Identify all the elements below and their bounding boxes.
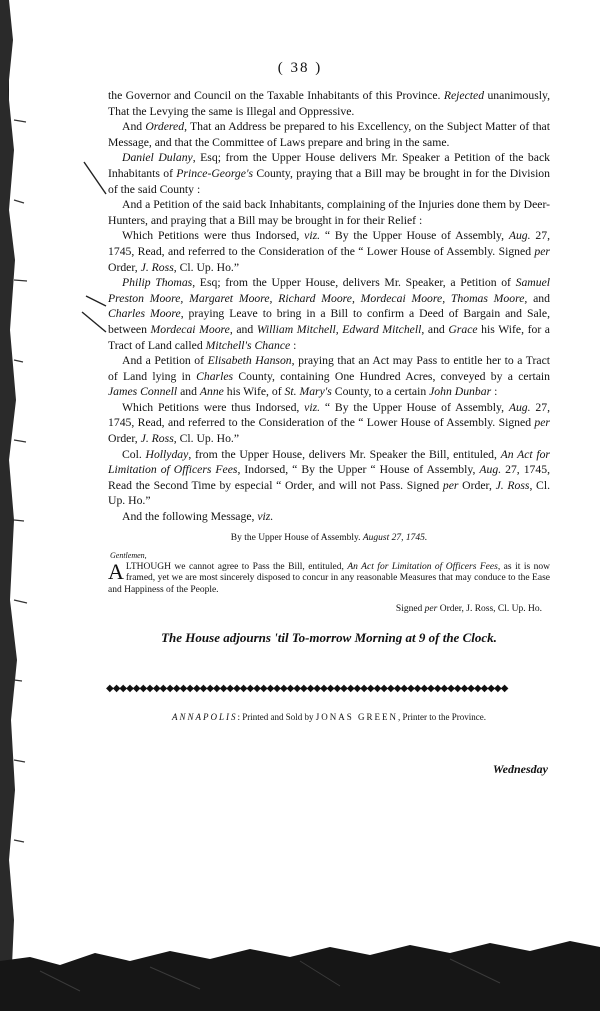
- text: County, praying that a Bill may be brought in for the Division of the said County :: [108, 166, 550, 196]
- text: , Cl. Up. Ho.”: [173, 432, 240, 446]
- message-body: [108, 550, 550, 596]
- text: per: [534, 416, 550, 430]
- torn-bottom-edge: [0, 931, 600, 1011]
- text: per: [424, 604, 438, 615]
- text: LTHOUGH we cannot agree to Pass the Bill, entituled,: [125, 561, 348, 572]
- text: Order,: [108, 432, 141, 446]
- text: , Printer to the Province.: [398, 712, 486, 722]
- paragraph: [108, 228, 550, 275]
- text: John Dunbar: [429, 385, 492, 399]
- text: ANNAPOLIS: [171, 712, 238, 722]
- ornament-rule: ◆◆◆◆◆◆◆◆◆◆◆◆◆◆◆◆◆◆◆◆◆◆◆◆◆◆◆◆◆◆◆◆◆◆◆◆◆◆◆◆◆◆◆◆◆◆◆◆◆◆◆◆◆◆◆◆◆◆◆◆: [106, 683, 508, 694]
- salutation: Gentlemen,: [110, 551, 147, 561]
- text: Which Petitions were thus Indorsed,: [122, 400, 305, 414]
- text: Order,: [108, 260, 141, 274]
- text: and: [177, 385, 200, 399]
- text: Which Petitions were thus Indorsed,: [122, 229, 305, 243]
- text: Charles Moore: [108, 307, 181, 321]
- text: his Wife, of: [223, 385, 285, 399]
- text: per: [442, 478, 459, 492]
- imprint: [108, 712, 550, 722]
- text: , and: [229, 322, 257, 336]
- text: “ By the Upper House of Assembly,: [320, 229, 509, 243]
- signature: [108, 602, 550, 618]
- text: , and: [421, 322, 449, 336]
- text: Col.: [122, 447, 146, 461]
- text: Grace: [448, 322, 478, 336]
- text: Daniel Dulany: [122, 151, 193, 165]
- text: : Printed and Sold by: [237, 712, 316, 722]
- binding-edge: [0, 0, 28, 1011]
- text: , That an Address be prepared to his Excellency, on the Subject Matter of that Message, and that the Committee of Laws prepare and bring in the same.: [108, 120, 550, 149]
- text: 27, 1745, Read, and referred to the Consideration of the “ Lower House of Assembly. Signed: [108, 400, 550, 430]
- text: , Cl. Up. Ho.”: [108, 478, 550, 508]
- text: Samuel Preston Moore, Margaret Moore, Richard Moore, Mordecai Moore, Thomas Moore,: [108, 276, 550, 305]
- text: and: [527, 291, 550, 305]
- text: Aug.: [508, 400, 531, 414]
- text: An Act for Limitation of Officers Fees: [347, 561, 498, 572]
- text: Ordered: [145, 120, 185, 134]
- text: Mitchell's Chance: [205, 338, 291, 352]
- journal-body: [108, 88, 550, 645]
- text: Order,: [458, 478, 496, 492]
- text: J. Ross: [495, 478, 530, 492]
- text: And: [122, 120, 146, 134]
- text: 27, 1745, Read the Second Time by especial “ Order, and will not Pass. Signed: [108, 463, 551, 492]
- text: Aug.: [479, 463, 502, 477]
- margin-mark: [80, 310, 110, 340]
- text: Prince-George's: [176, 166, 254, 180]
- message-heading: [108, 531, 550, 547]
- text: Rejected: [443, 89, 485, 102]
- text: , Indorsed, “ By the Upper “ House of Assembly,: [237, 463, 480, 477]
- text: County, containing One Hundred Acres, conveyed by a certain: [233, 369, 551, 383]
- text: per: [534, 244, 550, 258]
- paragraph: [108, 275, 550, 353]
- catchword: Wednesday: [492, 762, 548, 776]
- text: J. Ross: [140, 260, 174, 274]
- text: , Cl. Up. Ho.”: [173, 260, 240, 274]
- paragraph: [108, 197, 550, 228]
- paragraph: [108, 509, 550, 525]
- text: , from the Upper House, delivers Mr. Speaker the Bill, entituled,: [188, 447, 501, 461]
- text: Anne: [199, 385, 224, 399]
- text: August 27, 1745.: [362, 532, 428, 543]
- text: An Act for Limitation of Officers Fees: [108, 447, 550, 477]
- text: viz.: [257, 510, 274, 524]
- text: Mordecai Moore: [150, 322, 230, 336]
- paragraph: [108, 447, 550, 509]
- text: Aug.: [508, 229, 531, 243]
- text: his Wife, for a Tract of Land called: [108, 322, 550, 352]
- text: James Connell: [108, 385, 178, 399]
- text: Hollyday: [145, 447, 189, 461]
- text: William Mitchell, Edward Mitchell: [256, 322, 422, 336]
- text: JONAS GREEN: [315, 712, 399, 722]
- text: And the following Message,: [122, 510, 258, 524]
- text: And a Petition of: [122, 354, 208, 368]
- text: Philip Thomas: [122, 276, 193, 290]
- text: And a Petition of the said back Inhabitants, complaining of the Injuries done them by Deer-Hunters, and praying that a Bill may be brought in for their Relief :: [108, 198, 550, 227]
- text: :: [290, 338, 297, 352]
- text: , praying Leave to bring in a Bill to confirm a Deed of Bargain and Sale, between: [108, 307, 550, 336]
- paragraph: [108, 88, 550, 119]
- text: Charles: [196, 369, 234, 383]
- text: the Governor and Council on the Taxable Inhabitants of this Province.: [108, 89, 441, 102]
- text: “ By the Upper House of Assembly,: [320, 400, 509, 414]
- text: By the Upper House of Assembly.: [230, 532, 363, 543]
- text: 27, 1745, Read, and referred to the Consideration of the “ Lower House of Assembly. Signed: [108, 229, 550, 258]
- text: viz.: [304, 400, 321, 414]
- adjournment-line: The House adjourns 'til To-morrow Morning at 9 of the Clock.: [161, 629, 497, 645]
- text: viz.: [304, 229, 321, 243]
- text: , Esq; from the Upper House, delivers Mr. Speaker, a Petition of: [192, 276, 516, 290]
- page-number: ( 38 ): [277, 60, 323, 76]
- text: J. Ross: [140, 432, 174, 446]
- paragraph: [108, 353, 550, 400]
- text: Order, J. Ross, Cl. Up. Ho.: [437, 604, 542, 615]
- text: Signed: [395, 604, 425, 615]
- paragraph: [108, 119, 550, 150]
- paragraph: [108, 400, 550, 447]
- text: , as it is now framed, yet we are most sincerely disposed to concur in any reasonable Measures that may conduce to the Ease and Happiness of the People.: [108, 561, 550, 595]
- text: unanimously, That the Levying the same is Illegal and Oppressive.: [108, 89, 550, 118]
- drop-cap: A: [108, 558, 124, 584]
- text: :: [491, 385, 498, 399]
- text: Elisabeth Hanson: [207, 354, 292, 368]
- text: St. Mary's: [284, 385, 332, 399]
- paragraph: [108, 558, 550, 597]
- paragraph: [108, 150, 550, 197]
- text: , praying that an Act may Pass to entitle her to a Tract of Land lying in: [108, 354, 550, 383]
- text: , Esq; from the Upper House delivers Mr. Speaker a Petition of the back Inhabitants of: [108, 151, 550, 180]
- text: County, to a certain: [331, 385, 430, 399]
